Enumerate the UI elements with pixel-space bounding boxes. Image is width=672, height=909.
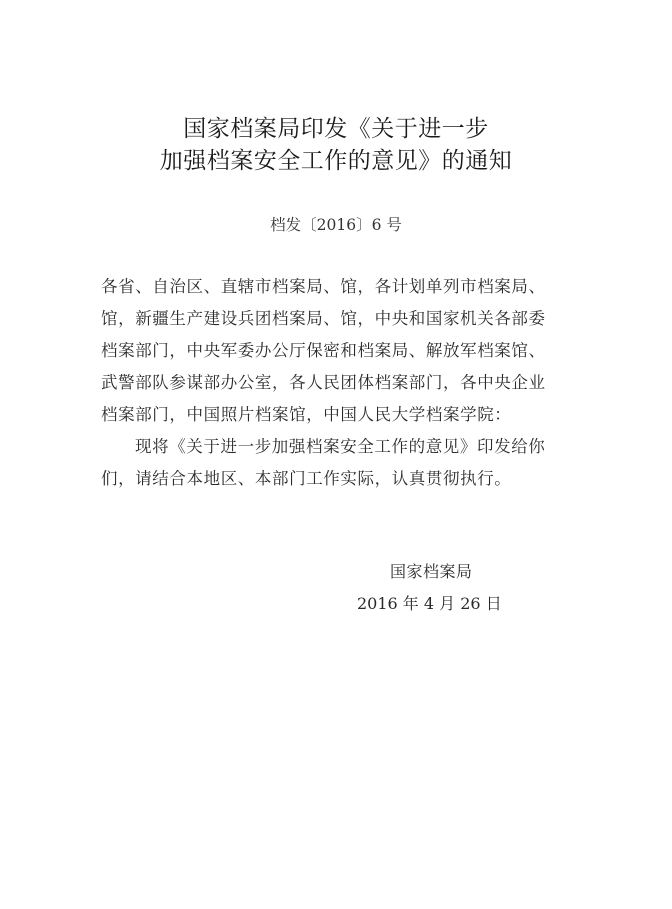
addressee-line-5: 档案部门，中国照片档案馆，中国人民大学档案学院： [101, 405, 512, 424]
signature-organization: 国家档案局 [390, 562, 473, 581]
addressee-line-1: 各省、自治区、直辖市档案局、馆，各计划单列市档案局、 [101, 277, 546, 296]
addressee-line-2: 馆，新疆生产建设兵团档案局、馆，中央和国家机关各部委 [101, 309, 546, 328]
addressee-line-3: 档案部门，中央军委办公厅保密和档案局、解放军档案馆、 [101, 341, 546, 360]
signature-date: 2016 年 4 月 26 日 [357, 594, 502, 613]
document-title-line-1: 国家档案局印发《关于进一步 [183, 116, 489, 142]
document-number: 档发〔2016〕6 号 [270, 216, 402, 234]
body-paragraph-line-2: 们，请结合本地区、本部门工作实际，认真贯彻执行。 [101, 469, 512, 488]
document-title-line-2: 加强档案安全工作的意见》的通知 [159, 148, 513, 174]
body-paragraph-line-1: 现将《关于进一步加强档案安全工作的意见》印发给你 [135, 437, 546, 456]
addressee-line-4: 武警部队参谋部办公室，各人民团体档案部门，各中央企业 [101, 373, 546, 392]
